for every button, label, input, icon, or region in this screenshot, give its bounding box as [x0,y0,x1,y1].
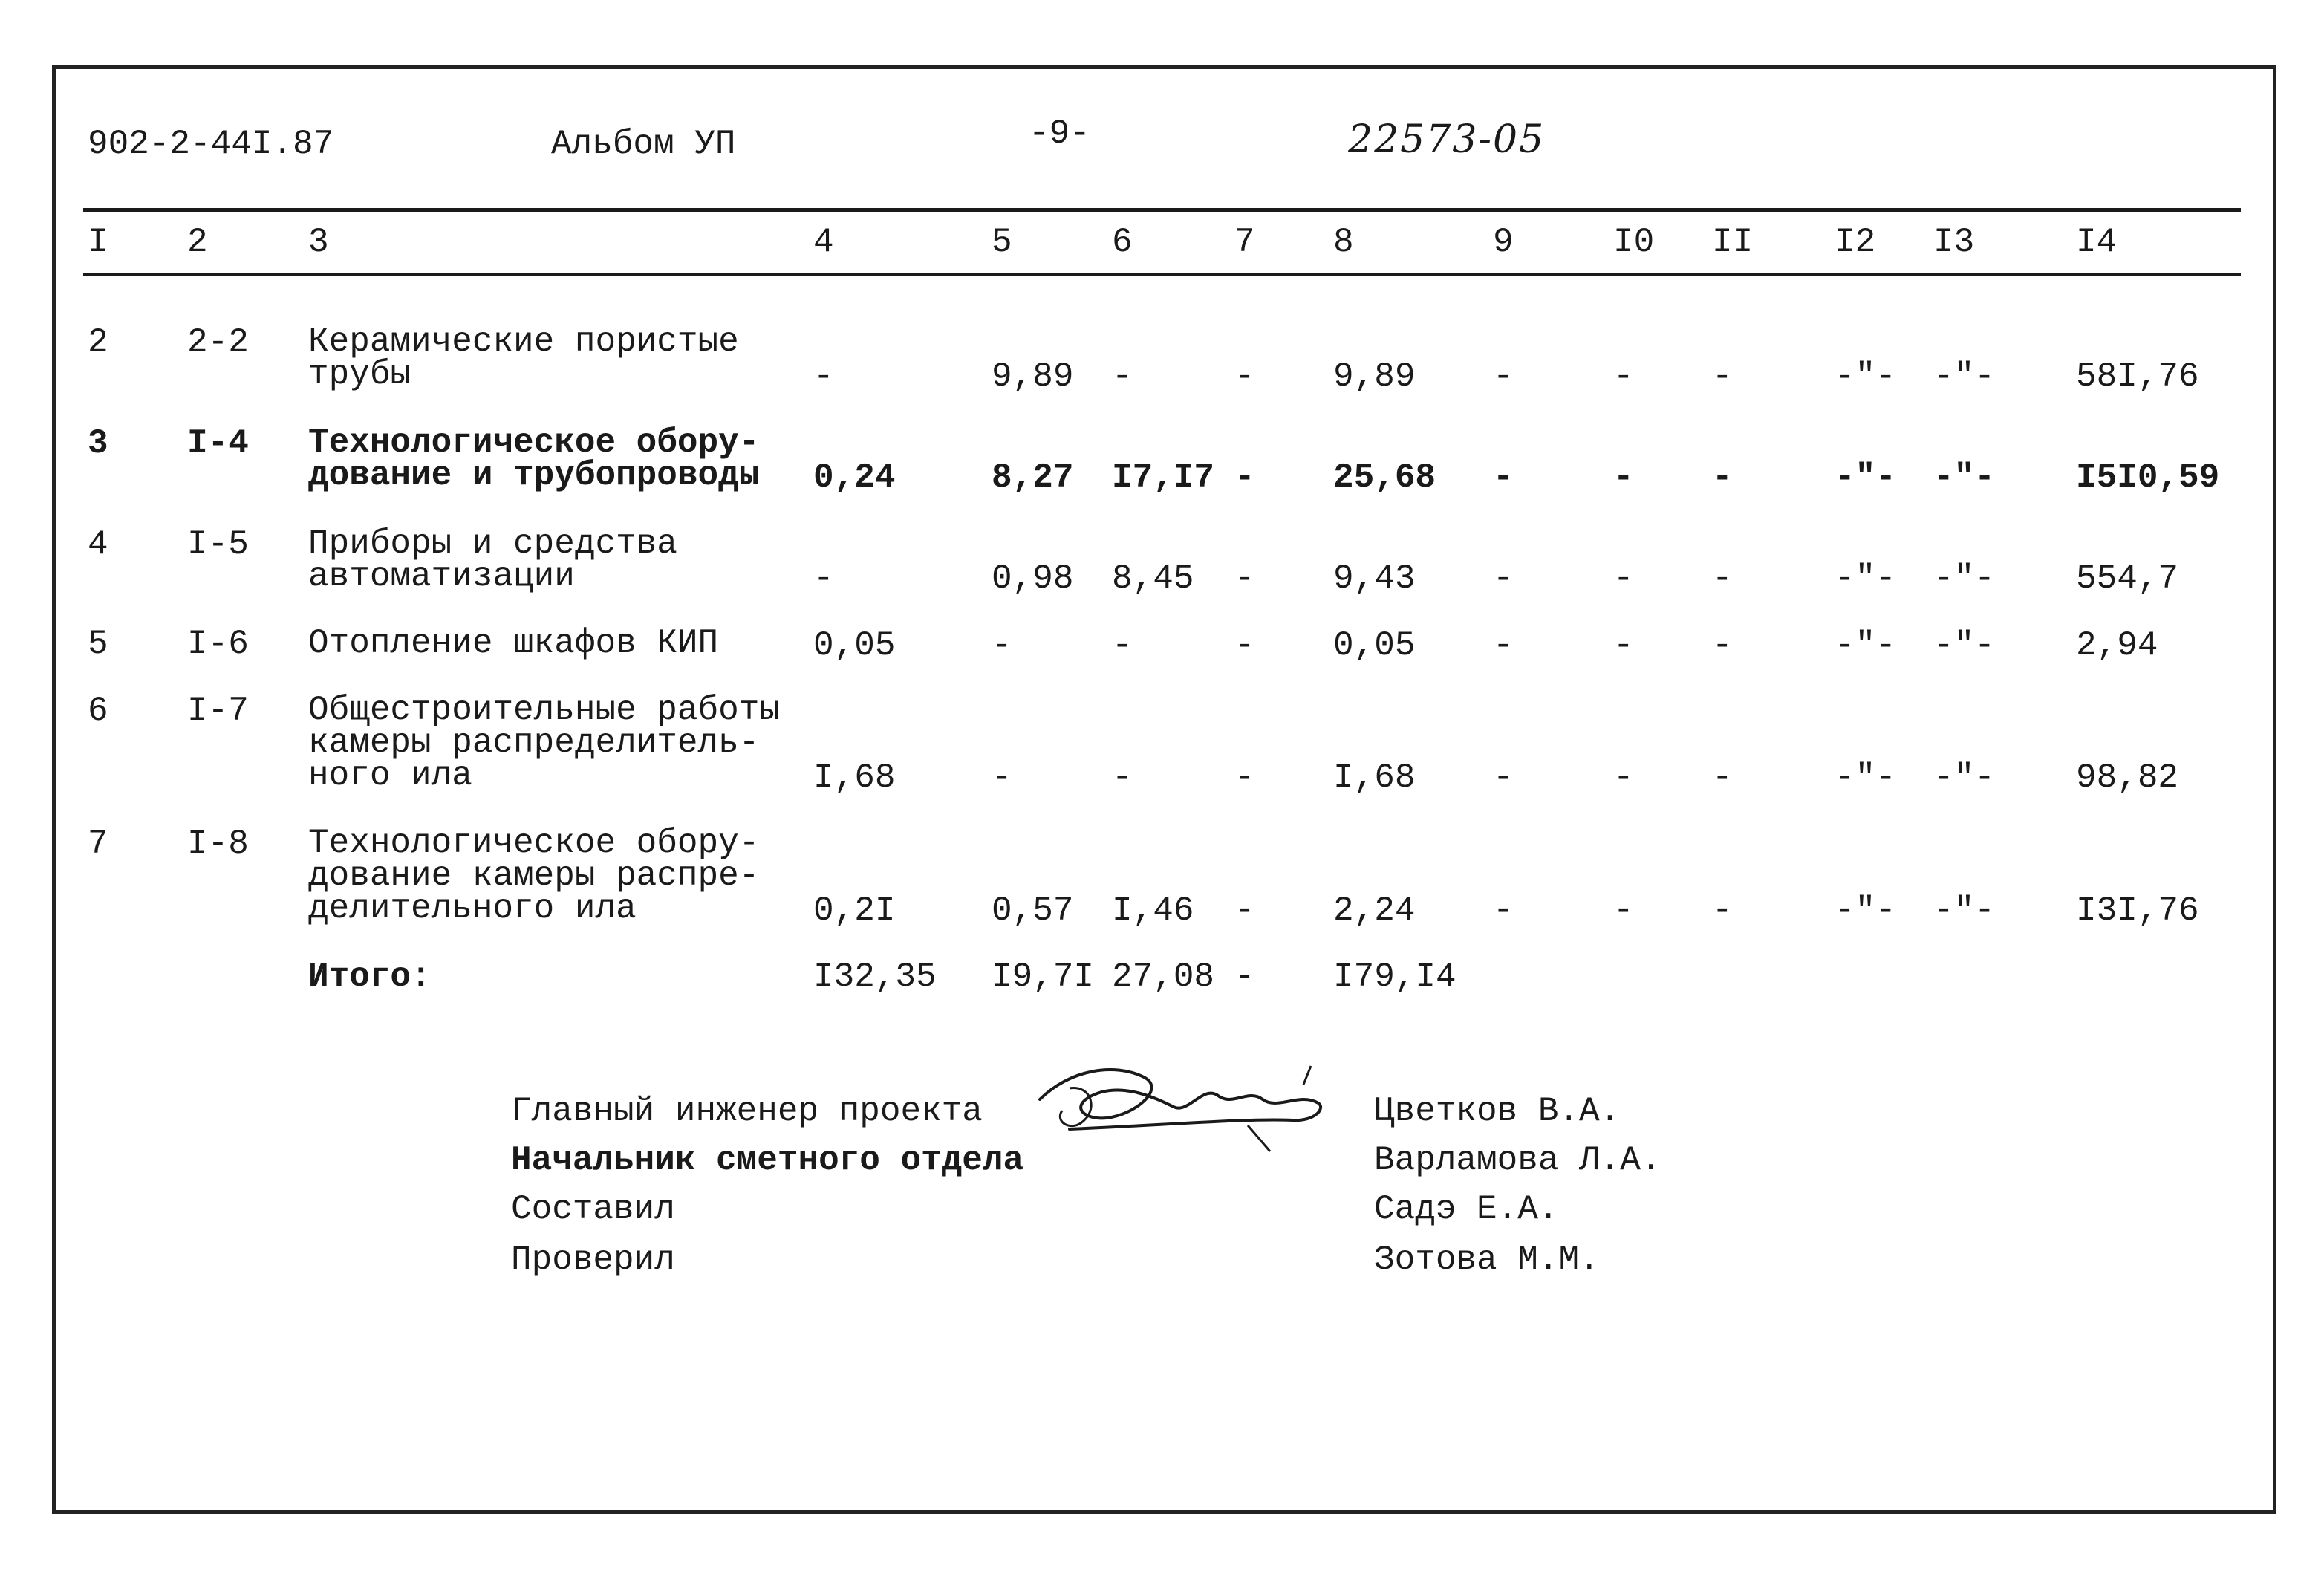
row-value-c6: 8,45 [1112,559,1194,598]
row-index: 3 [88,424,108,463]
description-line: камеры распределитель- [308,724,760,762]
row-value-c13: -"- [1933,357,1995,396]
row-description [308,624,719,663]
row-value-c4: - [813,559,834,598]
column-number: I3 [1933,223,1975,261]
signature-name: Садэ Е.А. [1374,1190,1559,1229]
column-number: I4 [2076,223,2118,261]
row-value-c7: - [1234,357,1255,396]
row-code: I-6 [187,625,249,663]
row-value-c11: - [1712,891,1733,930]
total-col-6: 27,08 [1112,958,1215,996]
row-value-c6: - [1112,758,1133,797]
row-description [308,524,677,596]
description-line: дование камеры распре- [308,856,760,895]
album-label: Альбом УП [551,125,736,163]
row-value-c5: 9,89 [992,357,1074,396]
row-value-c9: - [1493,458,1514,497]
row-value-c4: I,68 [813,758,896,797]
signature-name: Варламова Л.А. [1374,1141,1661,1180]
handwritten-number: 22573-05 [1348,117,1546,162]
row-index: 5 [88,625,108,663]
row-index: 6 [88,692,108,730]
row-value-c10: - [1613,559,1634,598]
row-value-c14: 2,94 [2076,626,2158,665]
row-value-c9: - [1493,891,1514,930]
row-index: 7 [88,825,108,863]
row-description [308,691,780,795]
row-value-c7: - [1234,626,1255,665]
row-description [308,322,739,394]
column-number: I2 [1835,223,1876,261]
row-value-c12: -"- [1835,458,1896,497]
row-value-c4: 0,2I [813,891,896,930]
column-number: 6 [1112,223,1133,261]
column-number: 3 [308,223,329,261]
description-line: делительного ила [308,889,637,928]
row-value-c14: 58I,76 [2076,357,2199,396]
handwritten-signature [1025,1055,1337,1159]
row-code: I-8 [187,825,249,863]
description-line: трубы [308,355,411,394]
row-value-c14: I3I,76 [2076,891,2199,930]
description-line: ного ила [308,756,472,795]
signature-role: Составил [511,1190,675,1229]
header-rule-bottom [83,273,2241,276]
total-col-7: - [1234,958,1255,996]
description-line: дование и трубопроводы [308,456,760,495]
row-value-c9: - [1493,626,1514,665]
column-number: 5 [992,223,1012,261]
row-value-c9: - [1493,357,1514,396]
description-line: Технологическое обору- [308,824,760,862]
row-value-c10: - [1613,458,1634,497]
column-number: 4 [813,223,834,261]
row-code: I-4 [187,424,249,463]
page-number: -9- [1029,114,1090,153]
description-line: Общестроительные работы [308,691,780,729]
row-value-c14: 98,82 [2076,758,2179,797]
description-line: Технологическое обору- [308,423,760,462]
row-value-c13: -"- [1933,559,1995,598]
row-index: 2 [88,323,108,362]
header-rule-top [83,208,2241,212]
column-number: 8 [1333,223,1354,261]
row-value-c13: -"- [1933,458,1995,497]
row-value-c5: - [992,626,1012,665]
row-description [308,824,760,928]
signature-role: Главный инженер проекта [511,1092,983,1131]
row-value-c12: -"- [1835,891,1896,930]
row-value-c12: -"- [1835,559,1896,598]
row-value-c8: 9,89 [1333,357,1416,396]
row-value-c4: 0,05 [813,626,896,665]
row-value-c8: 25,68 [1333,458,1436,497]
row-value-c8: 0,05 [1333,626,1416,665]
row-value-c12: -"- [1835,357,1896,396]
description-line: Керамические пористые [308,322,739,361]
column-number: II [1712,223,1754,261]
row-value-c6: I,46 [1112,891,1194,930]
total-label: Итого: [308,958,432,996]
row-value-c12: -"- [1835,758,1896,797]
row-value-c10: - [1613,626,1634,665]
row-value-c7: - [1234,891,1255,930]
column-number: 2 [187,223,208,261]
row-value-c6: - [1112,626,1133,665]
row-value-c4: 0,24 [813,458,896,497]
row-code: I-7 [187,692,249,730]
row-value-c5: - [992,758,1012,797]
row-value-c8: I,68 [1333,758,1416,797]
row-value-c10: - [1613,758,1634,797]
column-number: 7 [1234,223,1255,261]
row-value-c9: - [1493,758,1514,797]
row-value-c10: - [1613,357,1634,396]
row-value-c14: I5I0,59 [2076,458,2220,497]
row-value-c9: - [1493,559,1514,598]
total-col-4: I32,35 [813,958,937,996]
row-index: 4 [88,525,108,564]
row-code: I-5 [187,525,249,564]
row-value-c10: - [1613,891,1634,930]
column-number: 9 [1493,223,1514,261]
row-value-c11: - [1712,357,1733,396]
row-description [308,423,760,495]
total-col-8: I79,I4 [1333,958,1456,996]
column-number: I0 [1613,223,1655,261]
row-value-c13: -"- [1933,758,1995,797]
signature-role: Начальник сметного отдела [511,1141,1024,1180]
row-value-c11: - [1712,758,1733,797]
row-value-c11: - [1712,458,1733,497]
signature-name: Цветков В.А. [1374,1092,1621,1131]
row-value-c11: - [1712,626,1733,665]
row-value-c6: - [1112,357,1133,396]
row-value-c4: - [813,357,834,396]
row-code: 2-2 [187,323,249,362]
description-line: автоматизации [308,557,575,596]
row-value-c7: - [1234,758,1255,797]
row-value-c6: I7,I7 [1112,458,1215,497]
row-value-c8: 9,43 [1333,559,1416,598]
signature-name: Зотова М.М. [1374,1241,1600,1279]
document-code: 902-2-44I.87 [88,125,334,163]
row-value-c12: -"- [1835,626,1896,665]
row-value-c5: 0,57 [992,891,1074,930]
total-col-5: I9,7I [992,958,1095,996]
row-value-c5: 0,98 [992,559,1074,598]
description-line: Приборы и средства [308,524,677,563]
description-line: Отопление шкафов КИП [308,624,719,663]
row-value-c5: 8,27 [992,458,1074,497]
signature-role: Проверил [511,1241,675,1279]
column-number: I [88,223,108,261]
row-value-c13: -"- [1933,626,1995,665]
row-value-c11: - [1712,559,1733,598]
row-value-c14: 554,7 [2076,559,2179,598]
row-value-c7: - [1234,559,1255,598]
row-value-c7: - [1234,458,1255,497]
row-value-c13: -"- [1933,891,1995,930]
row-value-c8: 2,24 [1333,891,1416,930]
